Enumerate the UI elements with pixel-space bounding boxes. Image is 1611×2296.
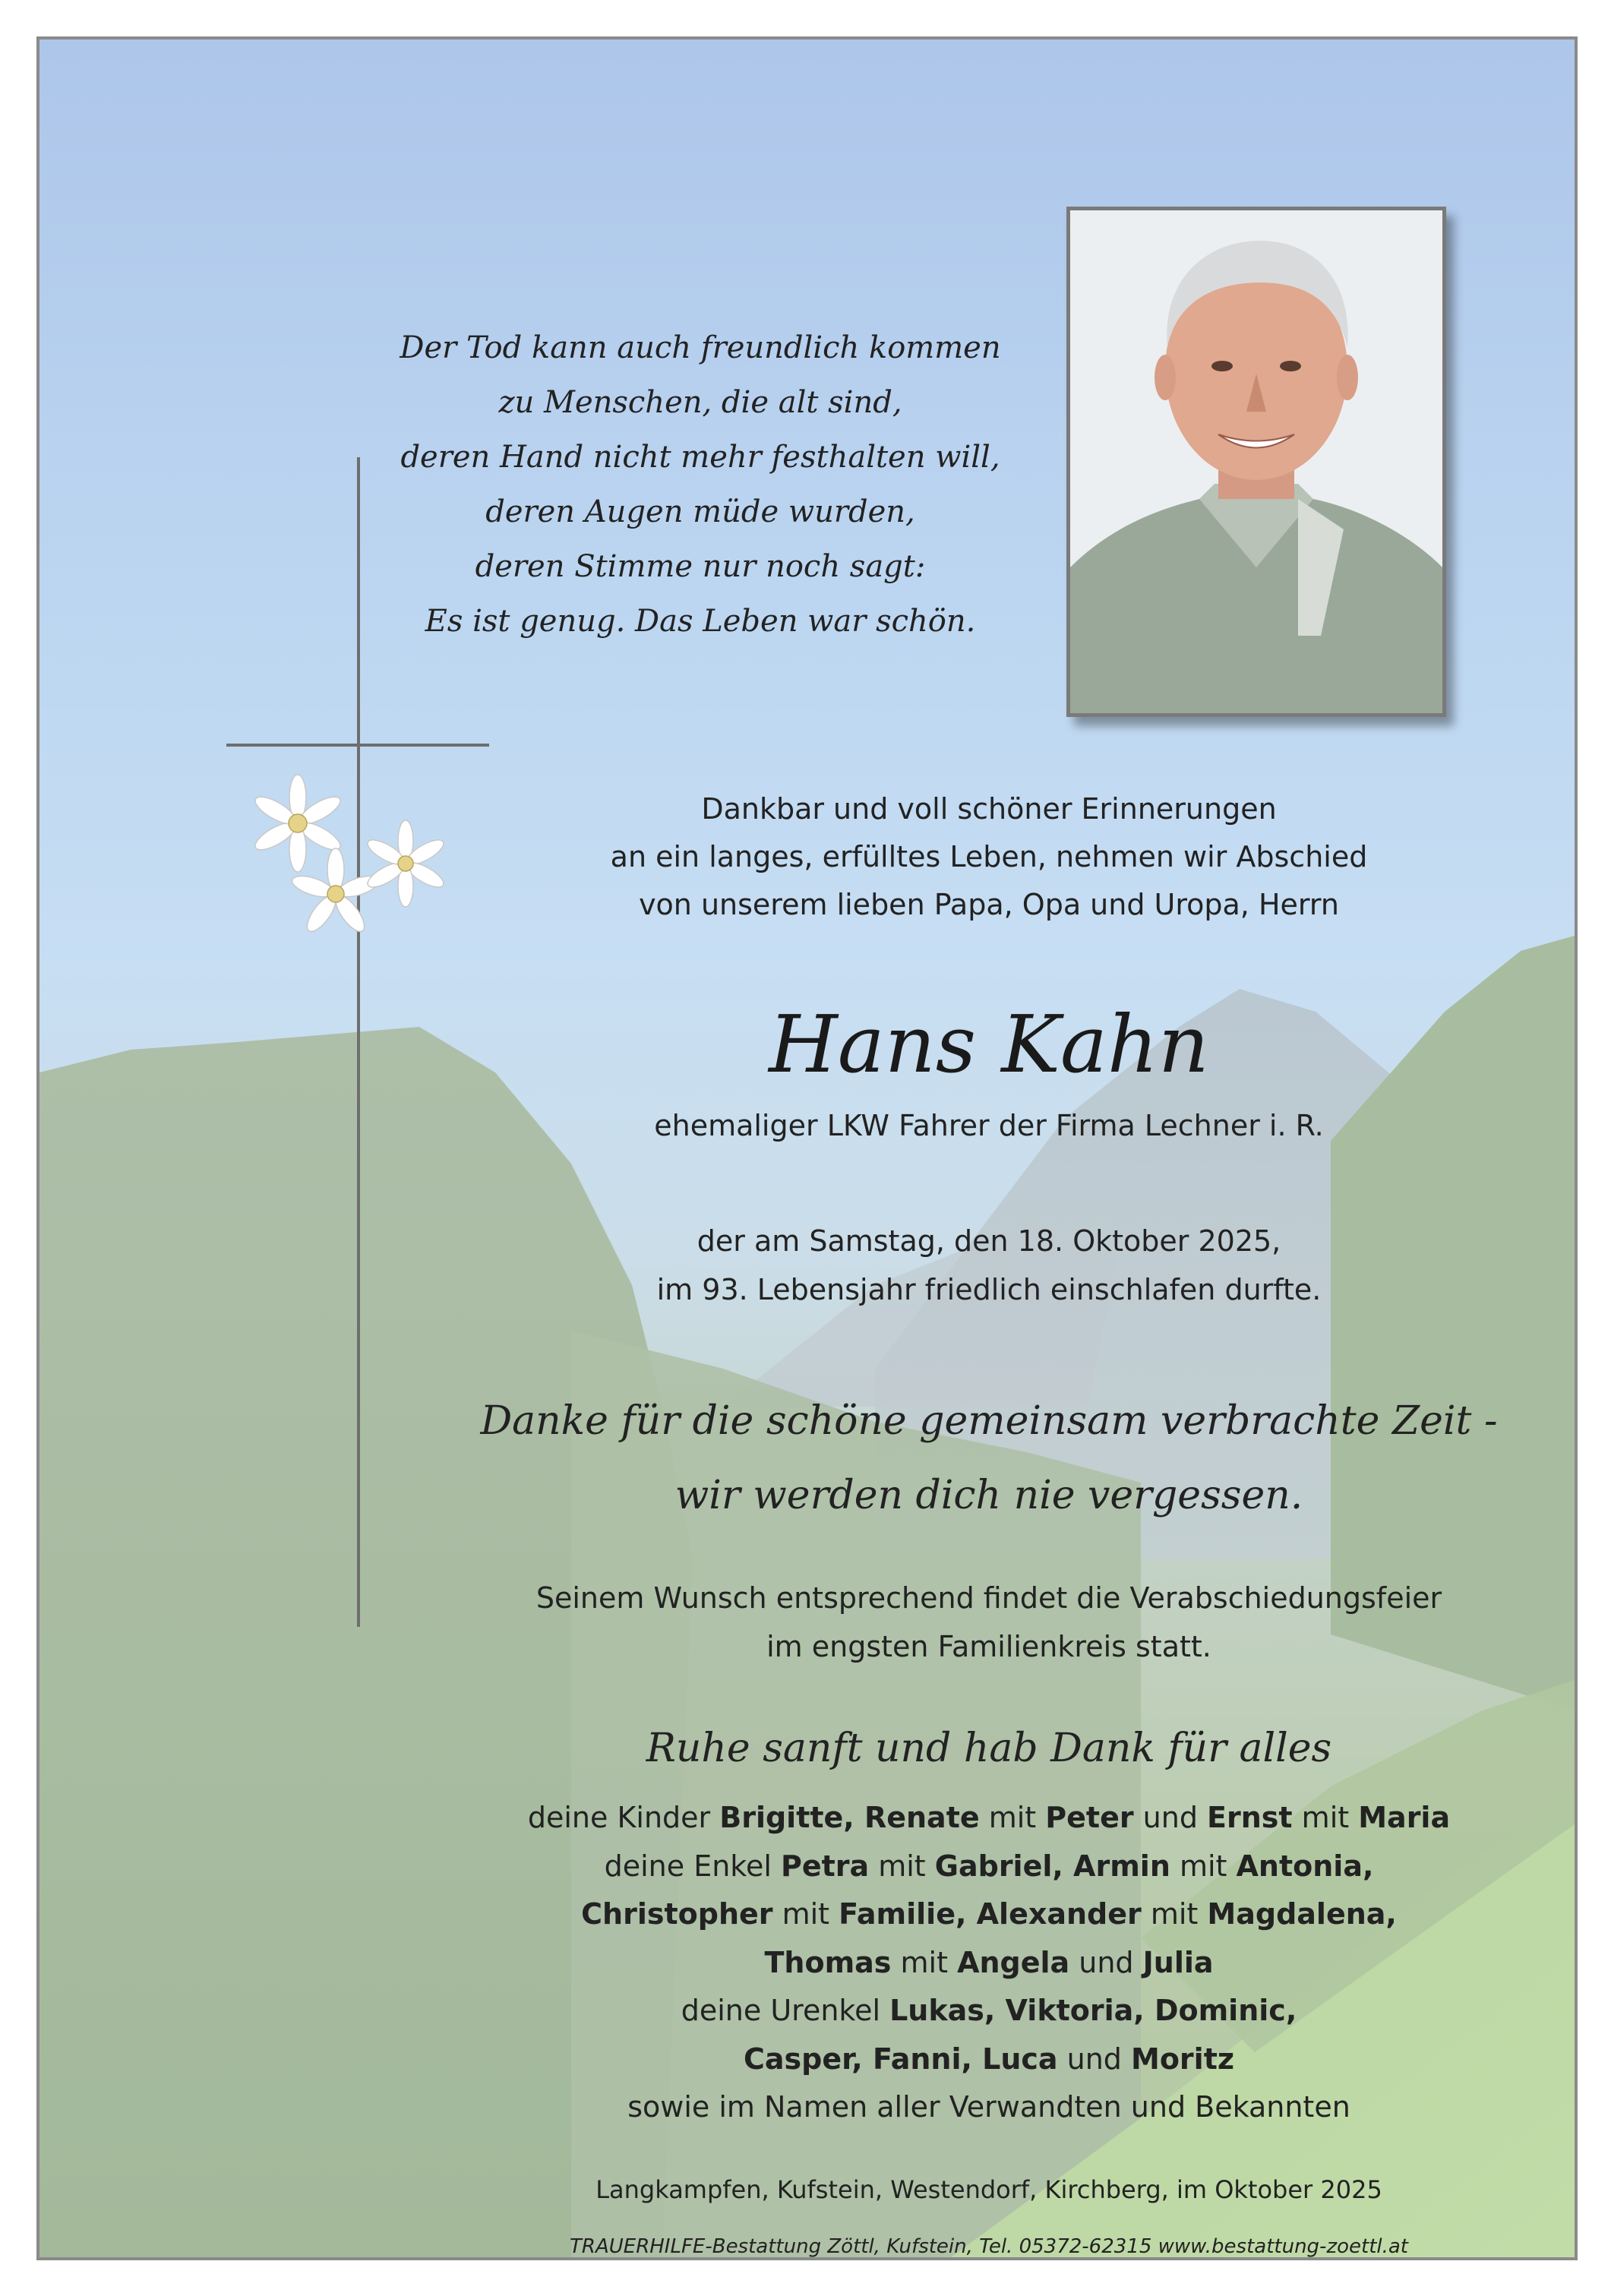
- text: mit: [891, 1945, 958, 1979]
- names: Petra: [780, 1849, 870, 1883]
- names: Maria: [1358, 1801, 1451, 1834]
- death-notice: [571, 1217, 1407, 1314]
- rest-in-peace-heading: Ruhe sanft und hab Dank für alles: [646, 1726, 1332, 1771]
- place-date: Langkampfen, Kufstein, Westendorf, Kirchberg, im Oktober 2025: [595, 2175, 1382, 2204]
- family-line-relatives: sowie im Namen aller Verwandten und Bekannten: [627, 2090, 1350, 2124]
- poem-line: deren Augen müde wurden,: [485, 494, 915, 529]
- poem-line: Der Tod kann auch freundlich kommen: [400, 330, 1001, 365]
- cross-vertical: [357, 457, 360, 1627]
- text: deine Enkel: [604, 1849, 781, 1883]
- intro-line: von unserem lieben Papa, Opa und Uropa, Herrn: [639, 888, 1339, 921]
- names: Casper, Fanni, Luca: [744, 2042, 1058, 2076]
- names: Thomas: [764, 1945, 892, 1979]
- wish-line: Seinem Wunsch entsprechend findet die Verabschiedungsfeier: [535, 1581, 1442, 1615]
- text: mit: [772, 1897, 839, 1931]
- names: Magdalena,: [1207, 1897, 1397, 1931]
- poem-line: Es ist genug. Das Leben war schön.: [425, 604, 976, 639]
- poem: [389, 321, 1012, 649]
- names: Christopher: [581, 1897, 773, 1931]
- deceased-name: Hans Kahn: [769, 998, 1209, 1091]
- obituary-card: [36, 36, 1578, 2260]
- text: deine Urenkel: [681, 1994, 890, 2027]
- occupation: ehemaliger LKW Fahrer der Firma Lechner i. R.: [654, 1109, 1324, 1142]
- family-line-grandchildren-3: [465, 1939, 1513, 1988]
- intro-line: an ein langes, erfülltes Leben, nehmen wir Abschied: [610, 840, 1368, 873]
- names: Moritz: [1131, 2042, 1234, 2076]
- family-line-grandchildren-2: [465, 1890, 1513, 1939]
- family-line-great-grandchildren: [465, 1987, 1513, 2035]
- poem-line: zu Menschen, die alt sind,: [498, 385, 902, 420]
- portrait-illustration: [1070, 210, 1442, 713]
- names: Angela: [957, 1945, 1070, 1979]
- portrait-photo: [1066, 207, 1446, 717]
- family-line-grandchildren: [465, 1843, 1513, 1891]
- text: mit: [979, 1801, 1046, 1834]
- poem-line: deren Stimme nur noch sagt:: [475, 549, 926, 584]
- funeral-home-footer: TRAUERHILFE-Bestattung Zöttl, Kufstein, Tel. 05372-62315 www.bestattung-zoettl.at: [570, 2235, 1408, 2258]
- names: Julia: [1142, 1945, 1214, 1979]
- text: mit: [1292, 1801, 1359, 1834]
- text: mit: [1141, 1897, 1208, 1931]
- death-line: der am Samstag, den 18. Oktober 2025,: [697, 1224, 1281, 1258]
- edelweiss-icon: [245, 769, 488, 951]
- poem-line: deren Hand nicht mehr festhalten will,: [400, 440, 1000, 475]
- thanks-line: wir werden dich nie vergessen.: [674, 1473, 1303, 1518]
- farewell-wish: [495, 1574, 1483, 1671]
- wish-line: im engsten Familienkreis statt.: [766, 1630, 1211, 1663]
- text: deine Kinder: [527, 1801, 720, 1834]
- names: Brigitte, Renate: [719, 1801, 980, 1834]
- thanks-line: Danke für die schöne gemeinsam verbrachte Zeit -: [480, 1398, 1498, 1444]
- cross-horizontal: [226, 744, 489, 747]
- text: mit: [1170, 1849, 1237, 1883]
- names: Gabriel, Armin: [934, 1849, 1170, 1883]
- text: und: [1133, 1801, 1208, 1834]
- text: und: [1057, 2042, 1132, 2076]
- text: und: [1069, 1945, 1143, 1979]
- family-line-great-grandchildren-2: [465, 2035, 1513, 2084]
- thanks-text: [480, 1384, 1498, 1533]
- names: Ernst: [1207, 1801, 1293, 1834]
- intro-text: [571, 785, 1407, 929]
- family-list: [465, 1794, 1513, 2132]
- death-line: im 93. Lebensjahr friedlich einschlafen durfte.: [656, 1273, 1322, 1306]
- names: Antonia,: [1236, 1849, 1374, 1883]
- text: mit: [869, 1849, 935, 1883]
- intro-line: Dankbar und voll schöner Erinnerungen: [701, 792, 1277, 826]
- family-line-children: [465, 1794, 1513, 1843]
- names: Peter: [1045, 1801, 1134, 1834]
- names: Lukas, Viktoria, Dominic,: [889, 1994, 1297, 2027]
- names: Familie, Alexander: [839, 1897, 1142, 1931]
